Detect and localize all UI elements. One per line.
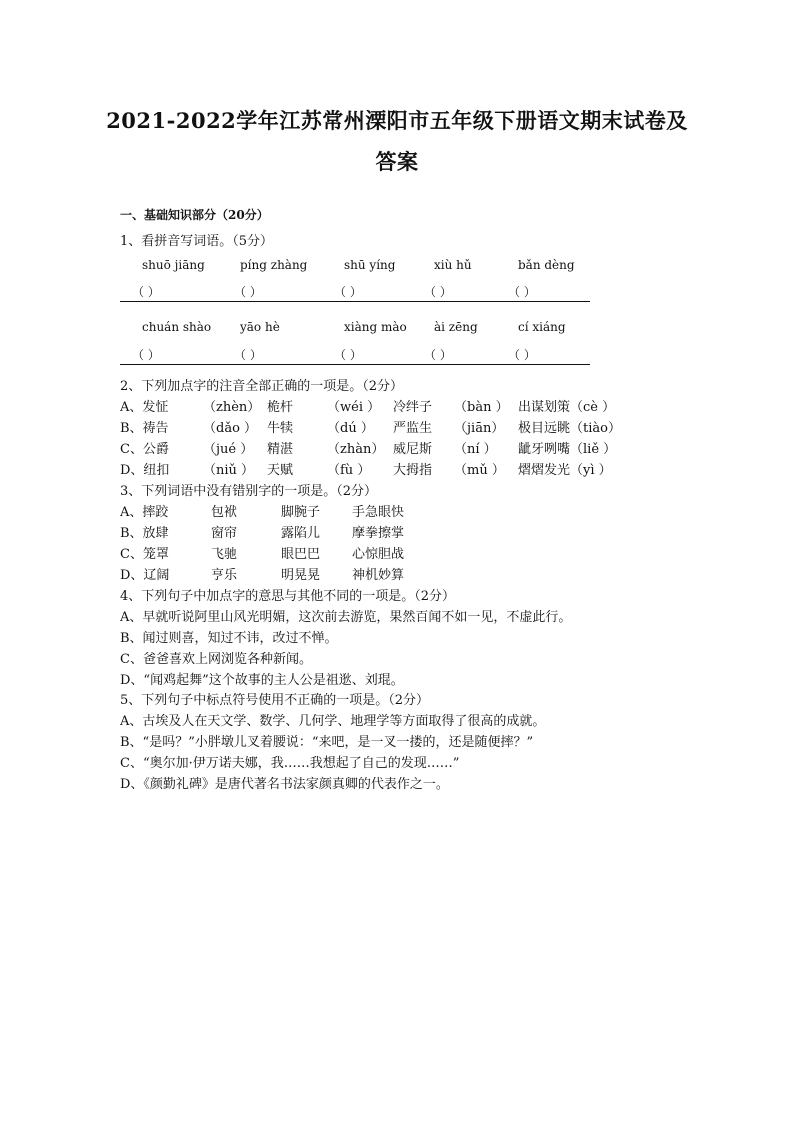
- q3-option-word: 包袱: [211, 505, 238, 520]
- q2-option-pinyin: （dú ）: [327, 421, 374, 436]
- answer-blank[interactable]: （ ）: [132, 348, 160, 362]
- q3-option-word: 亨乐: [211, 568, 238, 583]
- q3-option-word: 摩拳擦掌: [352, 526, 405, 541]
- q4-option: C、爸爸喜欢上网浏览各种新闻。: [120, 652, 312, 667]
- answer-blank[interactable]: （ ）: [334, 348, 362, 362]
- exam-title-line1: 2021-2022学年江苏常州溧阳市五年级下册语文期末试卷及: [106, 108, 688, 133]
- q3-option-word: 窗帘: [211, 526, 238, 541]
- q5-option: A、古埃及人在天文学、数学、几何学、地理学等方面取得了很高的成就。: [120, 714, 546, 729]
- q2-option-word: 极目远眺（tiào）: [518, 421, 621, 436]
- q3-option-word: 露陷儿: [281, 526, 321, 541]
- q5-option: B、“是吗？”小胖墩儿叉着腰说：“来吧，是一叉一搂的，还是随便摔？”: [120, 735, 534, 750]
- pinyin-item: yāo hè: [240, 320, 280, 334]
- q2-option-word: 天赋: [267, 463, 294, 478]
- pinyin-item: chuán shào: [142, 320, 212, 334]
- q5-stem: 5、下列句子中标点符号使用不正确的一项是。（2分）: [120, 693, 430, 708]
- exam-title-line2: 答案: [375, 149, 419, 174]
- q3-option-word: 心惊胆战: [352, 547, 405, 562]
- q5-option: C、“奥尔加·伊万诺夫娜，我……我想起了自己的发现……”: [120, 756, 460, 771]
- q2-option-pinyin: （ní ）: [454, 442, 497, 457]
- answer-blank[interactable]: （ ）: [508, 285, 536, 299]
- q2-option-pinyin: （mǔ ）: [454, 463, 505, 478]
- q2-option-pinyin: （bàn ）: [454, 400, 509, 415]
- q3-option-word: B、放肆: [120, 526, 169, 541]
- section-heading: 一、基础知识部分（20分）: [120, 208, 269, 222]
- pinyin-item: cí xiáng: [518, 320, 566, 334]
- answer-blank[interactable]: （ ）: [424, 348, 452, 362]
- q2-option-word: A、发怔: [120, 400, 169, 415]
- q3-option-word: D、辽阔: [120, 568, 170, 583]
- q2-option-pinyin: （dǎo ）: [203, 421, 258, 436]
- q1-stem: 1、看拼音写词语。（5分）: [120, 234, 274, 249]
- q2-option-pinyin: （fù ）: [327, 463, 371, 478]
- q5-option: D、《颜勤礼碑》是唐代著名书法家颜真卿的代表作之一。: [120, 777, 449, 792]
- q2-option-word: 熠熠发光（yì ）: [518, 463, 612, 478]
- q2-option-word: 牛犊: [267, 421, 294, 436]
- q2-stem: 2、下列加点字的注音全部正确的一项是。（2分）: [120, 379, 404, 394]
- pinyin-item: xiù hǔ: [434, 258, 472, 272]
- q3-option-word: 眼巴巴: [281, 547, 321, 562]
- q2-option-pinyin: （zhàn）: [327, 442, 385, 457]
- q2-option-word: 精湛: [267, 442, 294, 457]
- answer-blank[interactable]: （ ）: [234, 348, 262, 362]
- q2-option-pinyin: （wéi ）: [327, 400, 381, 415]
- pinyin-item: ài zēng: [434, 320, 478, 334]
- pinyin-item: shū yíng: [344, 258, 396, 272]
- q2-option-pinyin: （jiān）: [454, 421, 505, 436]
- q2-option-word: D、纽扣: [120, 463, 170, 478]
- answer-blank[interactable]: （ ）: [334, 285, 362, 299]
- q2-option-word: 冷绊子: [393, 400, 433, 415]
- q2-option-word: 桅杆: [267, 400, 294, 415]
- answer-blank[interactable]: （ ）: [132, 285, 160, 299]
- q2-option-word: 严监生: [393, 421, 433, 436]
- q2-option-pinyin: （niǔ ）: [203, 463, 255, 478]
- q2-option-word: C、公爵: [120, 442, 169, 457]
- q2-option-word: 威尼斯: [393, 442, 433, 457]
- answer-blank[interactable]: （ ）: [234, 285, 262, 299]
- q4-option: D、“闻鸡起舞”这个故事的主人公是祖逖、刘琨。: [120, 673, 404, 688]
- answer-blank[interactable]: （ ）: [424, 285, 452, 299]
- q3-option-word: 手急眼快: [352, 505, 405, 520]
- q3-option-word: 飞驰: [211, 547, 238, 562]
- answer-blank-row: [120, 344, 590, 365]
- q2-option-pinyin: （jué ）: [203, 442, 254, 457]
- q2-option-word: 大拇指: [393, 463, 433, 478]
- pinyin-item: bǎn dèng: [518, 258, 575, 272]
- q2-option-word: B、祷告: [120, 421, 169, 436]
- answer-blank-row: [120, 281, 590, 302]
- q3-option-word: 脚腕子: [281, 505, 321, 520]
- q3-option-word: C、笼罩: [120, 547, 169, 562]
- q4-stem: 4、下列句子中加点字的意思与其他不同的一项是。（2分）: [120, 589, 456, 604]
- q4-option: A、早就听说阿里山风光明媚，这次前去游览，果然百闻不如一见，不虚此行。: [120, 610, 572, 625]
- q3-option-word: 神机妙算: [352, 568, 405, 583]
- q4-option: B、闻过则喜，知过不讳，改过不惮。: [120, 631, 338, 646]
- pinyin-item: shuō jiāng: [142, 258, 205, 272]
- pinyin-item: píng zhàng: [240, 258, 308, 272]
- q3-option-word: 明晃晃: [281, 568, 321, 583]
- answer-blank[interactable]: （ ）: [508, 348, 536, 362]
- q3-stem: 3、下列词语中没有错别字的一项是。（2分）: [120, 484, 378, 499]
- q3-option-word: A、摔跤: [120, 505, 169, 520]
- q2-option-pinyin: （zhèn）: [203, 400, 261, 415]
- q2-option-word: 龇牙咧嘴（liě ）: [518, 442, 617, 457]
- pinyin-item: xiàng mào: [344, 320, 407, 334]
- q2-option-word: 出谋划策（cè ）: [518, 400, 616, 415]
